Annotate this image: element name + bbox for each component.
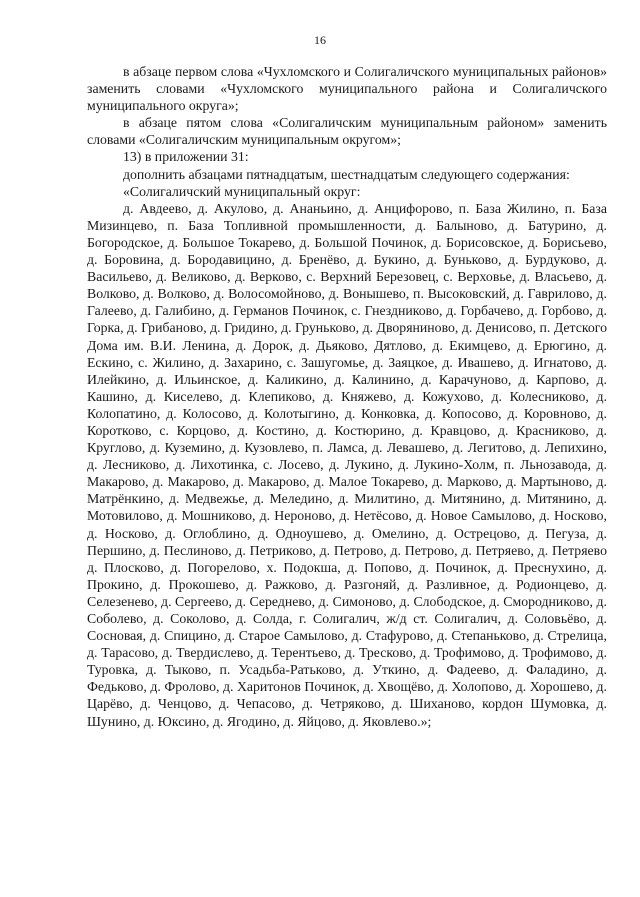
- paragraph-amendment-fifth: в абзаце пятом слова «Солигаличским муниципальным районом» заменить словами «Солигаличским муниципальным округом»;: [87, 115, 607, 148]
- paragraph-district-heading: «Солигаличский муниципальный округ:: [123, 183, 361, 199]
- paragraph-settlement-list: д. Авдеево, д. Акулово, д. Ананьино, д. Анцифорово, п. База Жилино, п. База Мизинцево, п. База Топливной промышленности, д. Балыново, д. Батурино, д. Богородское, д. Большое Токарево, д. Большой Починок, д. Борисовское, д. Борисьево, д. Боровина, д. Бородавицино, д. Бренёво, д. Букино, д. Буньково, д. Бурдуково, д. Васильево, д. Великово, д. Верково, с. Верхний Березовец, с. Верховье, д. Власьево, д. Волково, д. Волково, д. Волосомойново, д. Вонышево, п. Высоковский, д. Гаврилово, д. Галеево, д. Галибино, д. Германов Починок, с. Гнездниково, д. Горбачево, д. Горбово, д. Горка, д. Грибаново, д. Гридино, д. Груньково, д. Дворяниново, д. Денисово, п. Детского Дома им. В.И. Ленина, д. Дорок, д. Дьяково, Дятлово, д. Екимцево, д. Ерюгино, д. Ескино, с. Жилино, д. Захарино, с. Зашугомье, д. Заяцкое, д. Ивашево, д. Игнатово, д. Илейкино, д. Ильинское, д. Каликино, д. Калинино, д. Карачуново, д. Карпово, д. Кашино, д. Киселево, д. Клепиково, д. Княжево, д. Кожухово, д. Колесниково, д. Колопатино, д. Колосово, д. Колотыгино, д. Конковка, д. Копосово, д. Коровново, д. Коротково, с. Корцово, д. Костино, д. Костюрино, д. Кравцово, д. Красниково, д. Круглово, д. Куземино, д. Кузовлево, п. Ламса, д. Левашево, д. Легитово, д. Лепихино, д. Лесниково, д. Лихотинка, с. Лосево, д. Лукино, д. Лукино-Холм, п. Льнозавода, д. Макарово, д. Макарово, д. Макарово, д. Малое Токарево, д. Марково, д. Мартыново, д. Матрёнкино, д. Медвежье, д. Меледино, д. Милитино, д. Митянино, д. Митянино, д. Мотовилово, д. Мошниково, д. Нероново, д. Нетёсово, д. Новое Самылово, д. Носково, д. Носково, д. Оглоблино, д. Одноушево, д. Омелино, д. Острецово, д. Пегуза, д. Першино, д. Песлиново, д. Петриково, д. Петрово, д. Петрово, д. Петряево, д. Петряево д. Плосково, д. Погорелово, х. Подокша, д. Попово, д. Починок, д. Преснухино, д. Прокино, д. Прокошево, д. Ражково, д. Разгоняй, д. Разливное, д. Родионцево, д. Селезенево, д. Сергеево, д. Середнево, д. Симоново, д. Слободское, д. Смородниково, д. Соболево, д. Соколово, д. Солда, г. Солигалич, ж/д ст. Солигалич, д. Соловьёво, д. Сосновая, д. Спицино, д. Старое Самылово, д. Стафурово, д. Степаньково, д. Стрелица, д. Тарасово, д. Твердислево, д. Терентьево, д. Тресково, д. Трофимово, д. Трофимово, д. Туровка, д. Тыково, п. Усадьба-Ратьково, д. Уткино, д. Фадеево, д. Фаладино, д. Федьково, д. Фролово, д. Харитонов Починок, д. Хвощёво, д. Холопово, д. Хорошево, д. Царёво, д. Ченцово, д. Чепасово, д. Четряково, д. Шиханово, кордон Шумовка, д. Шунино, д. Юксино, д. Ягодино, д. Яйцово, д. Яковлево.»;: [87, 200, 607, 729]
- paragraph-item-13: 13) в приложении 31:: [123, 149, 249, 165]
- page-number: 16: [314, 33, 326, 47]
- paragraph-supplement: дополнить абзацами пятнадцатым, шестнадцатым следующего содержания:: [123, 166, 570, 182]
- paragraph-amendment-first: в абзаце первом слова «Чухломского и Солигаличского муниципальных районов» заменить словами «Чухломского муниципального района и Солигаличского муниципального округа»;: [87, 64, 607, 114]
- document-body: [87, 63, 607, 730]
